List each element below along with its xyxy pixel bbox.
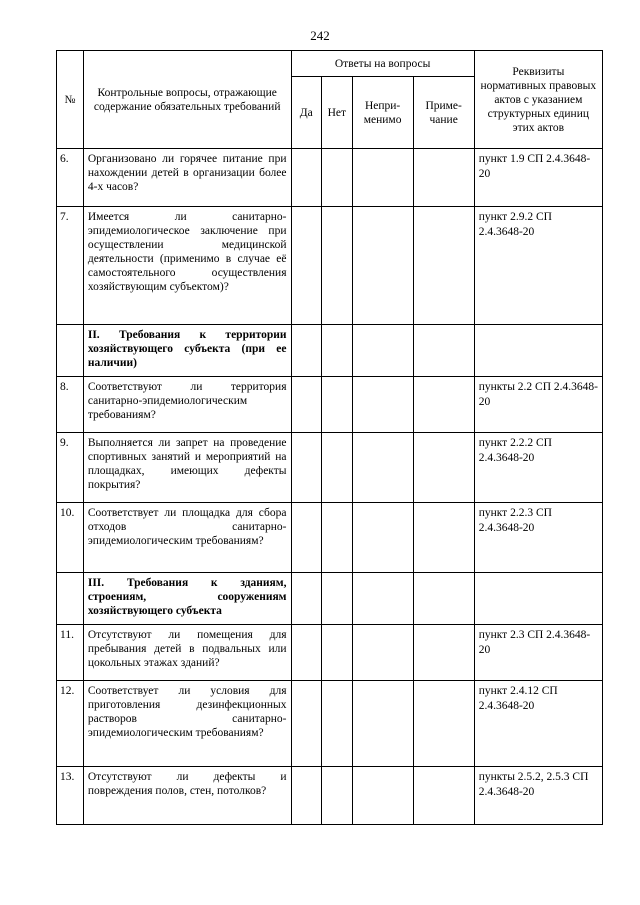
answer-da-cell[interactable] [291, 767, 322, 825]
answer-da-cell[interactable] [291, 625, 322, 681]
row-number: 9. [57, 433, 84, 503]
answer-primechanie-cell[interactable] [413, 377, 474, 433]
table-row [57, 149, 603, 207]
answer-neprimenimo-cell[interactable] [352, 377, 413, 433]
row-number: 11. [57, 625, 84, 681]
section-row [57, 573, 603, 625]
question-text: Отсутствуют ли помещения для пребывания детей в подвальных или цокольных этажах зданий? [83, 625, 291, 681]
answer-da-cell[interactable] [291, 377, 322, 433]
header-question: Контрольные вопросы, отражающие содержание обязательных требований [83, 51, 291, 149]
row-number: 13. [57, 767, 84, 825]
answer-primechanie-cell[interactable] [413, 503, 474, 573]
answer-primechanie-cell[interactable] [413, 767, 474, 825]
requisites-text: пункт 1.9 СП 2.4.3648-20 [474, 149, 602, 207]
checklist-table [56, 50, 603, 825]
answer-neprimenimo-cell[interactable] [352, 503, 413, 573]
question-text: Соответствует ли условия для приготовления дезинфекционных растворов санитарно-эпидемиологическим требованиям? [83, 681, 291, 767]
section-row [57, 325, 603, 377]
answer-net-cell[interactable] [322, 207, 353, 325]
answer-da-cell[interactable] [291, 433, 322, 503]
header-no: № [57, 51, 84, 149]
answer-primechanie-cell[interactable] [413, 681, 474, 767]
header-answers: Ответы на вопросы [291, 51, 474, 77]
question-text: Соответствуют ли территория санитарно-эпидемиологическим требованиям? [83, 377, 291, 433]
row-number: 12. [57, 681, 84, 767]
question-text: Соответствует ли площадка для сбора отходов санитарно-эпидемиологическим требованиям? [83, 503, 291, 573]
answer-neprimenimo-cell[interactable] [352, 149, 413, 207]
answer-neprimenimo-cell[interactable] [352, 625, 413, 681]
section-title: III. Требования к зданиям, строениям, сооружениям хозяйствующего субъекта [83, 573, 291, 625]
answer-neprimenimo-cell[interactable] [352, 767, 413, 825]
answer-da-cell[interactable] [291, 149, 322, 207]
row-number: 6. [57, 149, 84, 207]
header-neprimenimo: Непри-менимо [352, 77, 413, 149]
answer-net-cell[interactable] [322, 377, 353, 433]
row-number: 8. [57, 377, 84, 433]
header-da: Да [291, 77, 322, 149]
answer-primechanie-cell[interactable] [413, 149, 474, 207]
table-row [57, 377, 603, 433]
answer-neprimenimo-cell[interactable] [352, 681, 413, 767]
requisites-text: пункты 2.5.2, 2.5.3 СП 2.4.3648-20 [474, 767, 602, 825]
answer-net-cell[interactable] [322, 767, 353, 825]
question-text: Имеется ли санитарно-эпидемиологическое заключение при осуществлении медицинской деятельности (применимо в случае её самостоятельного осуществления хозяйствующим субъектом)? [83, 207, 291, 325]
answer-neprimenimo-cell[interactable] [352, 433, 413, 503]
question-text: Организовано ли горячее питание при нахождении детей в организации более 4-х часов? [83, 149, 291, 207]
table-row [57, 207, 603, 325]
answer-net-cell[interactable] [322, 681, 353, 767]
requisites-text: пункты 2.2 СП 2.4.3648-20 [474, 377, 602, 433]
requisites-text: пункт 2.9.2 СП 2.4.3648-20 [474, 207, 602, 325]
answer-da-cell[interactable] [291, 503, 322, 573]
row-number: 10. [57, 503, 84, 573]
answer-da-cell[interactable] [291, 207, 322, 325]
question-text: Выполняется ли запрет на проведение спортивных занятий и мероприятий на площадках, имеющих дефекты покрытия? [83, 433, 291, 503]
requisites-text: пункт 2.2.3 СП 2.4.3648-20 [474, 503, 602, 573]
requisites-text: пункт 2.3 СП 2.4.3648-20 [474, 625, 602, 681]
row-number: 7. [57, 207, 84, 325]
header-requisites: Реквизиты нормативных правовых актов с указанием структурных единиц этих актов [474, 51, 602, 149]
answer-net-cell[interactable] [322, 149, 353, 207]
requisites-text: пункт 2.4.12 СП 2.4.3648-20 [474, 681, 602, 767]
header-net: Нет [322, 77, 353, 149]
table-row [57, 681, 603, 767]
answer-da-cell[interactable] [291, 681, 322, 767]
question-text: Отсутствуют ли дефекты и повреждения полов, стен, потолков? [83, 767, 291, 825]
answer-net-cell[interactable] [322, 433, 353, 503]
table-row [57, 503, 603, 573]
header-primechanie: Приме-чание [413, 77, 474, 149]
page-number: 242 [310, 28, 330, 43]
answer-net-cell[interactable] [322, 625, 353, 681]
answer-primechanie-cell[interactable] [413, 433, 474, 503]
table-row [57, 767, 603, 825]
table-row [57, 433, 603, 503]
table-row [57, 625, 603, 681]
answer-neprimenimo-cell[interactable] [352, 207, 413, 325]
requisites-text: пункт 2.2.2 СП 2.4.3648-20 [474, 433, 602, 503]
section-title: II. Требования к территории хозяйствующего субъекта (при ее наличии) [83, 325, 291, 377]
answer-primechanie-cell[interactable] [413, 625, 474, 681]
answer-primechanie-cell[interactable] [413, 207, 474, 325]
answer-net-cell[interactable] [322, 503, 353, 573]
